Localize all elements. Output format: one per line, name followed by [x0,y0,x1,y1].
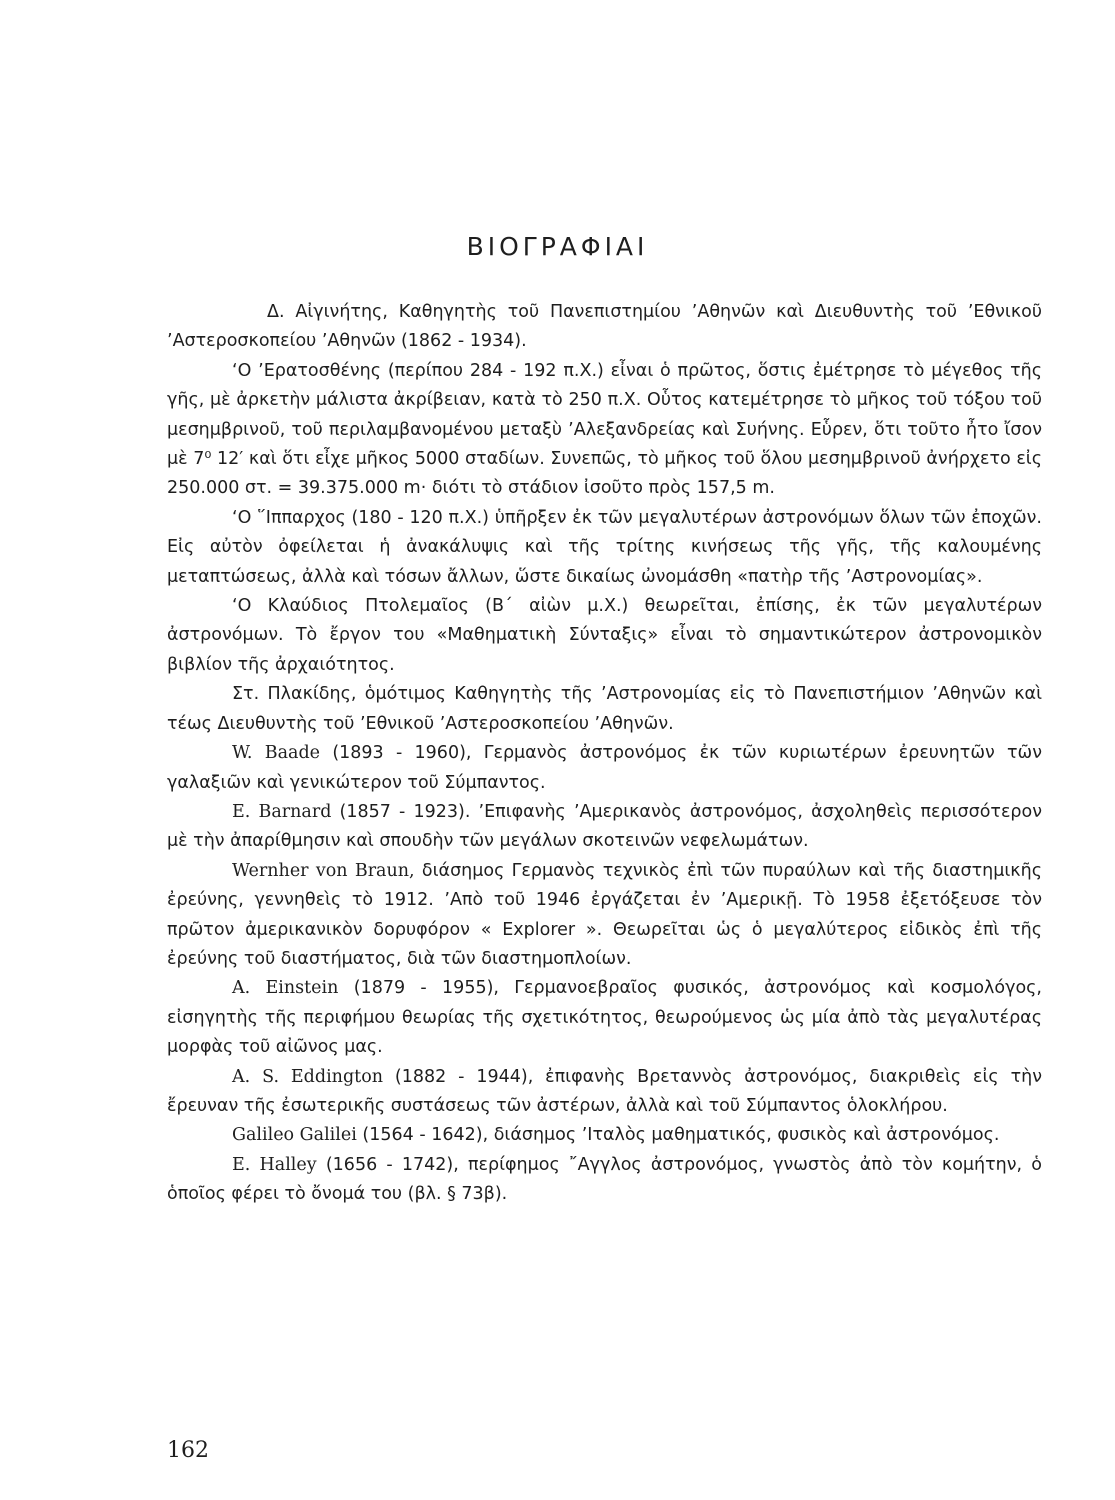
biography-entry [167,680,1042,739]
entry-text: (1882 - 1944), ἐπιφανὴς Βρεταννὸς ἀστρονόμος, διακριθεὶς εἰς τὴν ἔρευναν τῆς ἐσωτερικῆς συστάσεως τῶν ἀστέρων, ἀλλὰ καὶ τοῦ Σύμπαντος ὁλοκλήρου. [167,1066,1042,1116]
biography-entry [167,1063,1042,1122]
entry-text: (1564 - 1642), διάσημος ’Ιταλὸς μαθηματικός, φυσικὸς καὶ ἀστρονόμος. [362,1125,1000,1146]
entry-name: E. Barnard [232,801,332,822]
entry-name: W. Baade [232,743,321,764]
entry-text: (1656 - 1742), περίφημος ῎Αγγλος ἀστρονόμος, γνωστὸς ἀπὸ τὸν κομήτην, ὁ ὁποῖος φέρει τὸ ὄνομά του (βλ. § 73β). [167,1154,1042,1205]
biography-entry [167,298,1042,357]
biography-entry [167,1151,1042,1210]
biography-entry [167,1121,1042,1150]
entry-text: Δ. Αἰγινήτης, Καθηγητὴς τοῦ Πανεπιστημίου ’Αθηνῶν καὶ Διευθυντὴς τοῦ ’Εθνικοῦ ’Αστεροσκοπείου ’Αθηνῶν (1862 - 1934). [167,302,1042,352]
biography-entry [167,739,1042,798]
entry-text: ‘Ο Κλαύδιος Πτολεμαῖος (Β΄ αἰὼν μ.Χ.) θεωρεῖται, ἐπίσης, ἐκ τῶν μεγαλυτέρων ἀστρονόμων. Τὸ ἔργον του «Μαθηματικὴ Σύνταξις» εἶναι τὸ σημαντικώτερον ἀστρονομικὸν βιβλίον τῆς ἀρχαιότητος. [167,596,1042,675]
biography-entry [167,592,1042,680]
entry-text: (1893 - 1960), Γερμανὸς ἀστρονόμος ἐκ τῶν κυριωτέρων ἐρευνητῶν τῶν γαλαξιῶν καὶ γενικώτερον τοῦ Σύμπαντος. [167,743,1042,793]
entry-name: E. Halley [232,1154,317,1175]
biography-entry [167,798,1042,857]
entry-text: (1879 - 1955), Γερμανοεβραῖος φυσικός, ἀστρονόμος καὶ κοσμολόγος, εἰσηγητὴς τῆς περιφήμου θεωρίας τῆς σχετικότητος, θεωρούμενος ὡς μία ἀπὸ τὰς μεγαλυτέρας μορφὰς τοῦ αἰῶνος μας. [167,978,1042,1058]
entry-text: ‘Ο ῞Ιππαρχος (180 - 120 π.Χ.) ὑπῆρξεν ἐκ τῶν μεγαλυτέρων ἀστρονόμων ὅλων τῶν ἐποχῶν. Εἰς αὐτὸν ὀφείλεται ἡ ἀνακάλυψις καὶ τῆς τρίτης κινήσεως τῆς γῆς, τῆς καλουμένης μεταπτώσεως, ἀλλὰ καὶ τόσων ἄλλων, ὥστε δικαίως ὠνομάσθη «πατὴρ τῆς ’Αστρονομίας». [167,507,1042,587]
biography-list [167,298,1042,1210]
entry-text: Στ. Πλακίδης, ὁμότιμος Καθηγητὴς τῆς ’Αστρονομίας εἰς τὸ Πανεπιστήμιον ’Αθηνῶν καὶ τέως Διευθυντὴς τοῦ ’Εθνικοῦ ’Αστεροσκοπείου ’Αθηνῶν. [167,684,1042,734]
biography-entry [167,857,1042,975]
entry-text: διάσημος Γερμανὸς τεχνικὸς ἐπὶ τῶν πυραύλων καὶ τῆς διαστημικῆς ἐρεύνης, γεννηθεὶς τὸ 1912. ’Απὸ τοῦ 1946 ἐργάζεται ἐν ’Αμερικῇ. Τὸ 1958 ἐξετόξευσε τὸν πρῶτον ἀμερικανικὸν δορυφόρον « Explorer ». Θεωρεῖται ὡς ὁ μεγαλύτερος εἰδικὸς ἐπὶ τῆς ἐρεύνης τοῦ διαστήματος, διὰ τῶν διαστημοπλοίων. [167,860,1042,969]
entry-name: A. Einstein [232,978,339,999]
entry-text: (1857 - 1923). ’Επιφανὴς ’Αμερικανὸς ἀστρονόμος, ἀσχοληθεὶς περισσότερον μὲ τὴν ἀπαρίθμησιν καὶ σπουδὴν τῶν μεγάλων σκοτεινῶν νεφελωμάτων. [167,801,1042,852]
entry-name: Galileo Galilei [232,1125,357,1146]
entry-name: Wernher von Braun, [232,860,415,881]
biography-entry [167,974,1042,1062]
entry-text: ‘Ο ’Ερατοσθένης (περίπου 284 - 192 π.Χ.) εἶναι ὁ πρῶτος, ὅστις ἐμέτρησε τὸ μέγεθος τῆς γῆς, μὲ ἀρκετὴν μάλιστα ἀκρίβειαν, κατὰ τὸ 250 π.Χ. Οὗτος κατεμέτρησε τὸ μῆκος τοῦ τόξου τοῦ μεσημβρινοῦ, τοῦ περιλαμβανομένου μεταξὺ ’Αλεξανδρείας καὶ Συήνης. Εὗρεν, ὅτι τοῦτο ἦτο ἴσον μὲ 7⁰ 12′ καὶ ὅτι εἶχε μῆκος 5000 σταδίων. Συνεπῶς, τὸ μῆκος τοῦ ὅλου μεσημβρινοῦ ἀνήρχετο εἰς 250.000 στ. = 39.375.000 m· διότι τὸ στάδιον ἰσοῦτο πρὸς 157,5 m. [167,360,1042,499]
page-number: 162 [167,1438,209,1463]
entry-name: A. S. Eddington [232,1066,383,1087]
page-title: ΒΙΟΓΡΑΦΙΑΙ [466,232,649,261]
biography-entry [167,357,1042,504]
biography-entry [167,504,1042,592]
